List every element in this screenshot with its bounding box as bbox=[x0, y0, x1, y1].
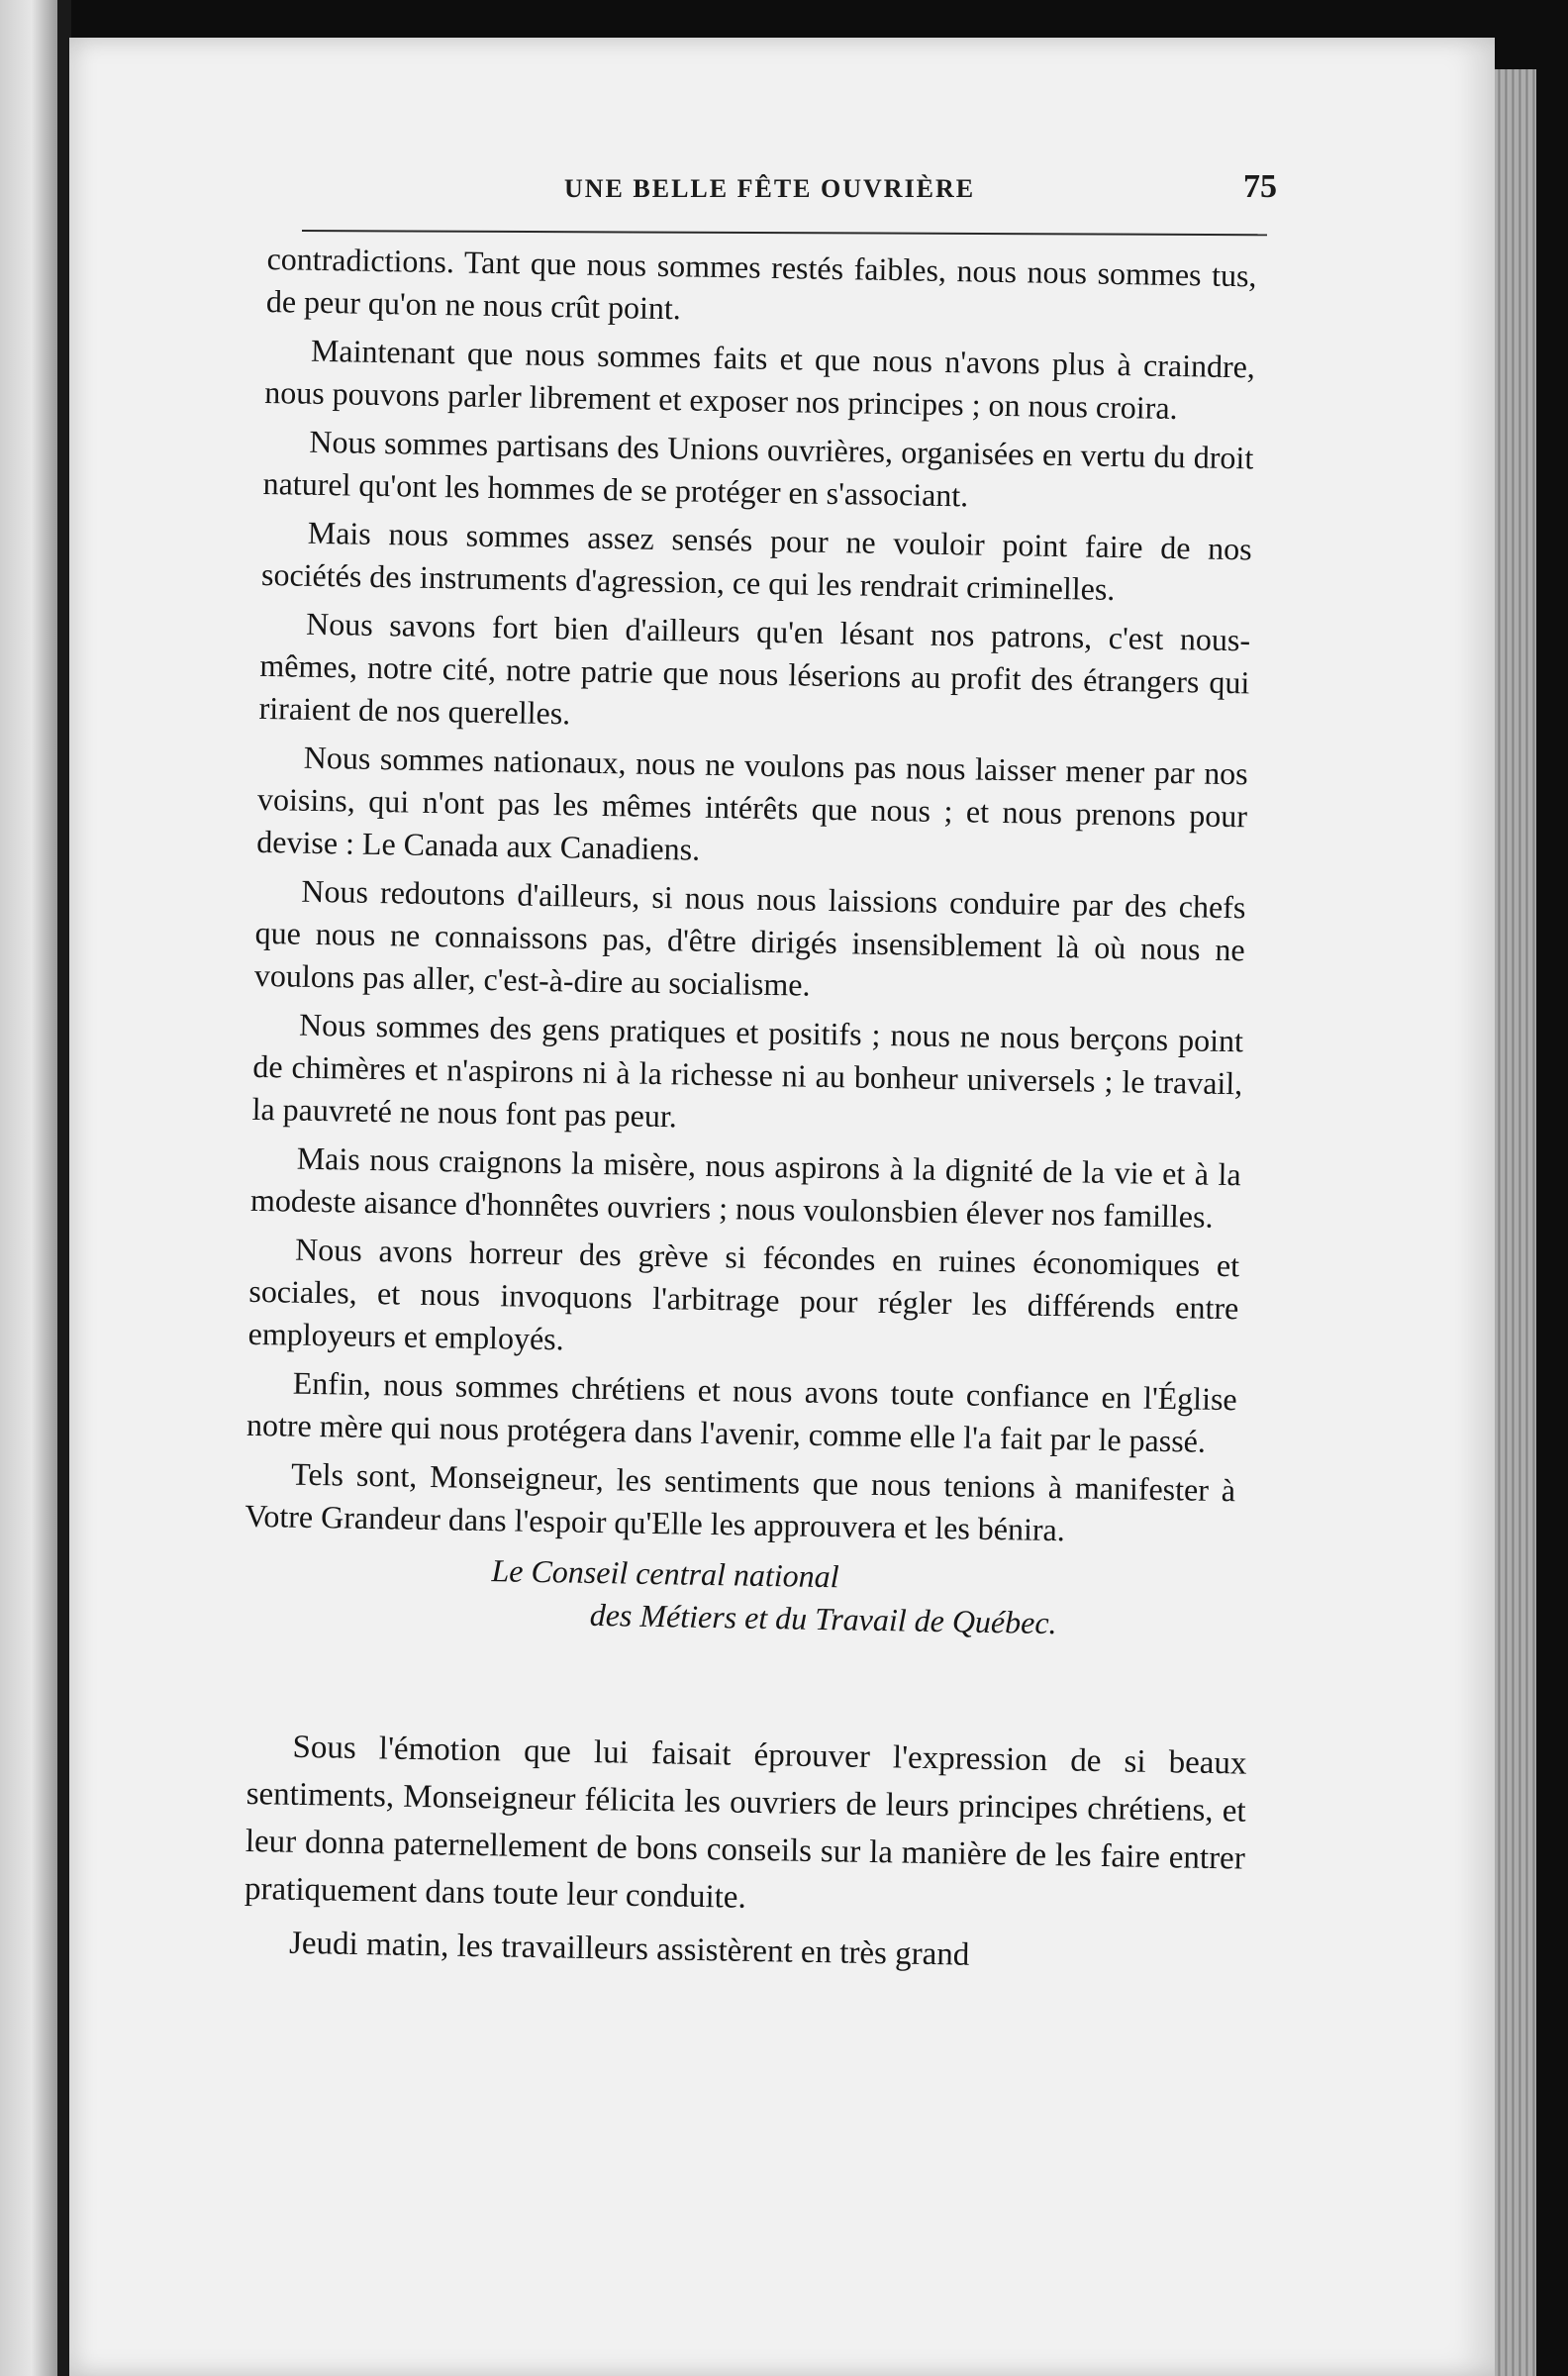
narrative-text bbox=[244, 1723, 1247, 1990]
paragraph: Nous savons fort bien d'ailleurs qu'en lésant nos patrons, c'est nous-mêmes, notre cité, notre patrie que nous léserions au profit des étrangers qui riraient de nos querelles. bbox=[258, 605, 1251, 732]
paragraph: Nous sommes partisans des Unions ouvrières, organisées en vertu du droit naturel qu'ont les hommes de se protéger en s'associant. bbox=[262, 423, 1254, 514]
page-number: 75 bbox=[1243, 168, 1277, 205]
paragraph: contradictions. Tant que nous sommes restés faibles, nous nous sommes tus, de peur qu'on ne nous crût point. bbox=[265, 240, 1257, 327]
running-title: UNE BELLE FÊTE OUVRIÈRE bbox=[564, 174, 976, 203]
paragraph: Nous sommes des gens pratiques et positifs ; nous ne nous berçons point de chimères et n'aspirons ni à la richesse ni au bonheur universels ; le travail, la pauvreté ne nous font pas peur. bbox=[251, 1006, 1244, 1135]
adjacent-page-edge bbox=[0, 0, 57, 2376]
paragraph: Nous redoutons d'ailleurs, si nous nous laissions conduire par des chefs que nous ne connaissons pas, d'être dirigés insensiblement là où nous ne voulons pas aller, c'est-à-dire au socialisme. bbox=[253, 872, 1246, 1003]
page-header bbox=[228, 168, 1277, 212]
letter-body bbox=[243, 238, 1256, 1651]
paragraph: Maintenant que nous sommes faits et que nous n'avons plus à craindre, nous pouvons parler librement et exposer nos principes ; on nous croira. bbox=[263, 332, 1256, 427]
paragraph: Sous l'émotion que lui faisait éprouver l'expression de si beaux sentiments, Monseigneur félicita les ouvriers de leurs principes chrétiens, et leur donna paternellement de bons conseils sur la manière de les faire entrer pratiquement dans toute leur conduite. bbox=[244, 1729, 1247, 1916]
paragraph: Mais nous sommes assez sensés pour ne vouloir point faire de nos sociétés des instruments d'agression, ce qui les rendrait criminelles. bbox=[260, 514, 1252, 607]
page-stack-edge bbox=[1495, 69, 1536, 2376]
paragraph: Jeudi matin, les travailleurs assistèrent en très grand bbox=[288, 1925, 970, 1973]
paragraph: Mais nous craignons la misère, nous aspirons à la dignité de la vie et à la modeste aisance d'honnêtes ouvriers ; nous voulonsbien élever nos familles. bbox=[249, 1139, 1241, 1235]
paragraph: Tels sont, Monseigneur, les sentiments que nous tenions à manifester à Votre Grandeur dans l'espoir qu'Elle les approuvera et les bénira. bbox=[245, 1455, 1236, 1548]
letter-signature bbox=[243, 1545, 1233, 1647]
paragraph: Enfin, nous sommes chrétiens et nous avons toute confiance en l'Église notre mère qui nous protégera dans l'avenir, comme elle l'a fait par le passé. bbox=[245, 1364, 1237, 1459]
paragraph: Nous sommes nationaux, nous ne voulons pas nous laisser mener par nos voisins, qui n'ont pas les mêmes intérêts que nous ; et nous prenons pour devise : Le Canada aux Canadiens. bbox=[256, 739, 1249, 867]
signature-line: des Métiers et du Travail de Québec. bbox=[589, 1596, 1057, 1641]
signature-line: Le Conseil central national bbox=[491, 1552, 839, 1595]
paragraph: Nous avons horreur des grève si fécondes en ruines économiques et sociales, et nous invoquons l'arbitrage pour régler les différends entre employeurs et employés. bbox=[247, 1231, 1240, 1357]
